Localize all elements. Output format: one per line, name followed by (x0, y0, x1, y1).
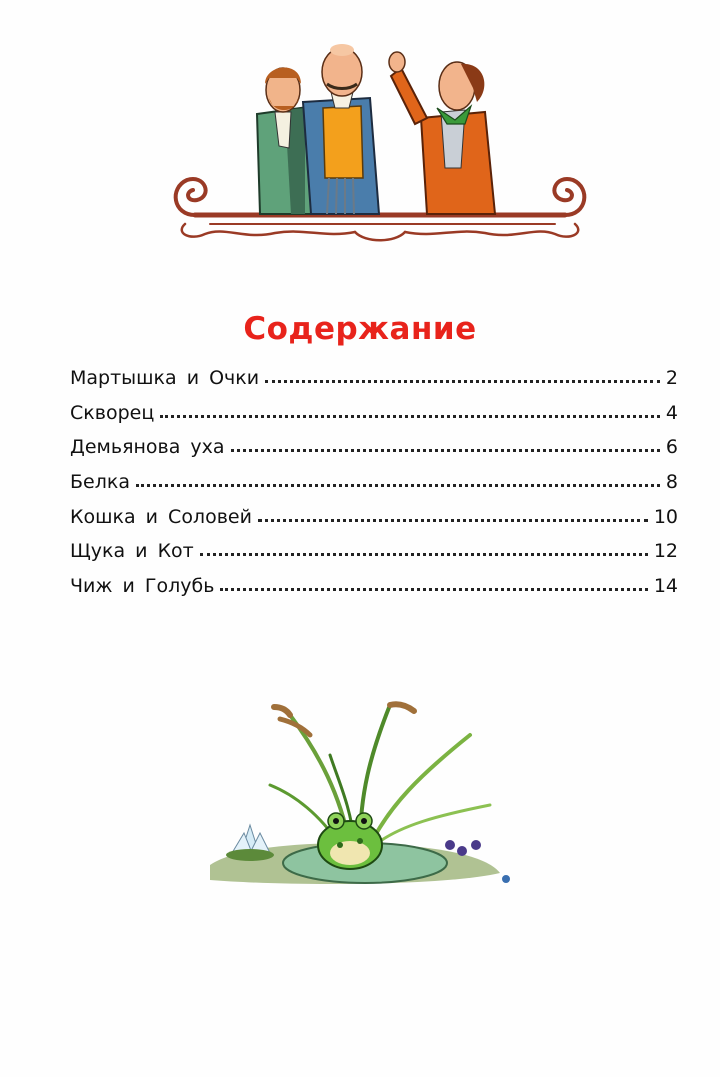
page-title: Содержание (243, 310, 477, 347)
toc-entry-title: Кошка и Соловей (70, 505, 252, 528)
toc-entry-page: 2 (665, 367, 678, 389)
reeds (270, 704, 490, 845)
toc-entry-title: Скворец (70, 401, 155, 424)
toc-dot-leader (160, 414, 660, 418)
toc-entry[interactable] (70, 402, 678, 437)
water-lily (226, 825, 274, 861)
toc-entry[interactable] (70, 471, 678, 506)
toc-entry[interactable] (70, 575, 678, 610)
toc-entry-page: 12 (653, 540, 678, 563)
toc-dot-leader (231, 448, 660, 452)
toc-entry-title: Щука и Кот (70, 540, 194, 563)
ornamental-frame (176, 179, 585, 240)
toc-entry-page: 10 (653, 505, 678, 528)
toc-entry-title: Мартышка и Очки (70, 367, 260, 389)
toc-entry-page: 8 (665, 471, 678, 494)
toc-entry-title: Белка (70, 471, 130, 494)
toc-entry-page: 6 (665, 436, 678, 459)
toc-dot-leader (265, 379, 660, 383)
three-gentlemen-illustration (165, 28, 595, 250)
toc-entry-page: 14 (653, 575, 678, 598)
toc-entry[interactable] (70, 367, 678, 402)
toc-entry[interactable] (70, 506, 678, 541)
frog (318, 813, 382, 869)
toc-dot-leader (200, 552, 648, 556)
toc-entry[interactable] (70, 436, 678, 471)
toc-entry[interactable] (70, 540, 678, 575)
toc-entry-title: Демьянова уха (70, 436, 225, 459)
table-of-contents (70, 367, 678, 610)
gentleman-orange-vest (303, 44, 379, 214)
frog-pond-illustration (200, 695, 530, 910)
toc-dot-leader (136, 483, 660, 487)
toc-dot-leader (220, 587, 647, 591)
gentleman-red-coat (389, 52, 495, 214)
toc-entry-title: Чиж и Голубь (70, 575, 215, 598)
toc-dot-leader (258, 518, 648, 522)
toc-entry-page: 4 (665, 401, 678, 424)
